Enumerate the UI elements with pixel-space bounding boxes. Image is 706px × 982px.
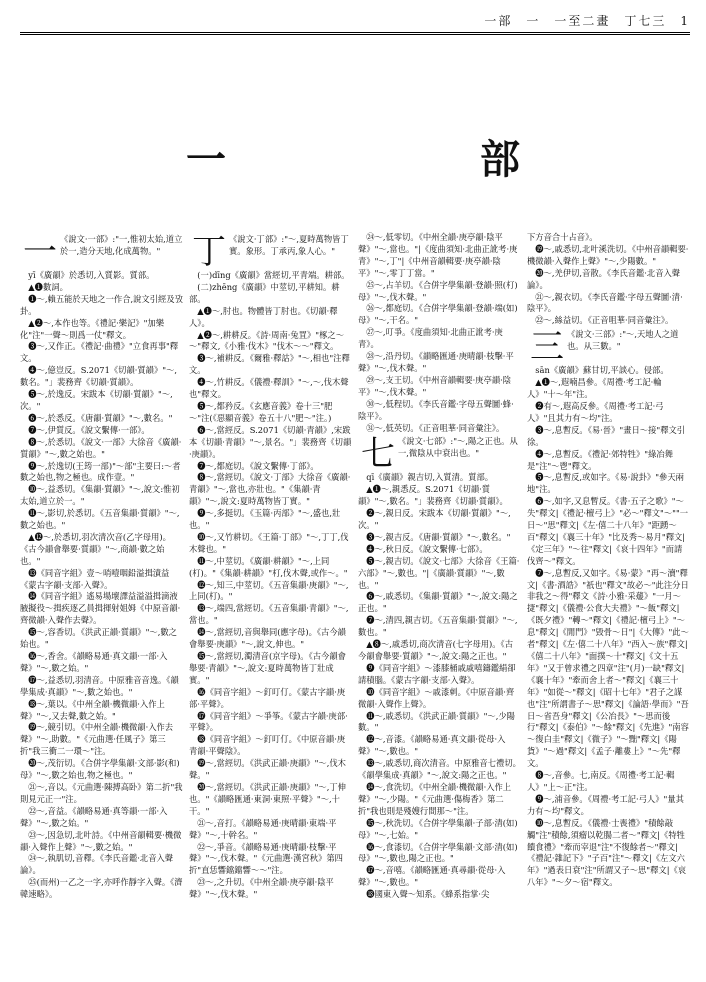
entry-paragraph: ㉓～,之升切。《中州全韻·庚亭韻·陰平聲》"～,伐木聲。"	[189, 877, 334, 900]
entry-paragraph: ⓭～,端四,當經切。《五音集韻·青韻》"～,當也。"	[189, 603, 349, 626]
entry-paragraph: ❹～,億豈反。S.2071《切韻·質韻》"～,數名。"」裴務齊《切韻·質韻》。	[20, 365, 178, 388]
headword-entry	[20, 234, 183, 270]
entry-paragraph: ▲❶～,遐喃昌參。《周禮·考工記·輪人》"十～年"注。	[527, 377, 662, 400]
entry-paragraph: ▲❶數詞。	[28, 281, 68, 292]
entry-paragraph: ㉛～,低英切。《正音咀華·同音彙注》。	[366, 422, 505, 433]
headword-definition: 《說文·丁部》:"～,夏時萬物皆丁實。象形。丁承丙,象人心。"	[229, 234, 349, 256]
entry-paragraph: ❾～,浦音參。《周禮·考工記·弓人》"量其力有～均"釋文。	[527, 793, 684, 816]
entry-paragraph: ㉕(而州)一乙之一字,亦呼作靜字入聲。《濟韓速略》。	[20, 877, 183, 900]
column-2	[189, 232, 352, 972]
entry-paragraph: (二)zhēng《廣韻》中莖切,平耕知。耕部。	[189, 281, 340, 304]
entry-paragraph: ❸～,又作正。《禮記·曲禮》"立食再事"釋文。	[20, 341, 179, 364]
entry-paragraph: ㉘～,沿丹切。《韻略匯通·庚晴韻·枝擊·平聲》"～,伐木聲。"	[358, 351, 514, 373]
headword-character: 三	[530, 327, 564, 368]
entry-paragraph: ❽～,音參。七,南反。《周禮·考工記·輯人》"上～正"注。	[527, 770, 675, 792]
entry-paragraph: ❽～,於悉切。《說文·一部》大徐音《廣韻·質韻》"～,數之始也。"	[20, 436, 182, 459]
entry-paragraph: ⓳～,戚悉切,北叶溪洗切。《中州音韻輯要·機微韻·入聲作上聲》"～,少陽數。"	[527, 243, 689, 266]
entry-paragraph: ❹～,竹耕反。《儀禮·釋訓》"～,～,伐木聲也"釋文。	[189, 377, 349, 400]
entry-paragraph: ㉔～,低零切。《中州全韻·庚亭韻·陰平聲》"～,當也。"|《度曲須知·北曲正訛考·庚青》"～,丁"|《中州音韻輯要·庚亭韻·陰平》"～,零丁丁當。"	[358, 232, 518, 278]
entry-paragraph: ⓯～,秋洗切。《合併字學集韻·子部·清(如)母》"～,七始。"	[358, 817, 518, 840]
entry-paragraph: ⓲～,葉以。《中州全韻·機微韻·入作上聲》"～,又去聲,數之始。"	[20, 698, 165, 721]
entry-paragraph: ⓬～,知三,中莖切。《五音集韻·庚韻》"～,上同(朾)。"	[189, 579, 349, 602]
entry-paragraph: ❽～,當經切。《說文·丁部》大徐音《廣韻·青韻》"～,當也,亦壯也。"《集韻·青韻》"～,說文:夏時萬物皆丁實。"	[189, 472, 351, 507]
headword-character: 丁	[192, 232, 226, 272]
entry-paragraph: ⓲《同音字組》～釘叮仃。《中原音韻·庚青韻·平聲陰》。	[189, 734, 346, 757]
running-header: 一部 一 一至二畫 丁七三 1	[484, 14, 690, 28]
entry-paragraph: ⓯～,當經切,濁清音(京字母)。《古今韻會舉要·青韻》"～,說文:夏時萬物皆丁壯成實。"	[189, 651, 346, 685]
entry-paragraph: ⓳～,當經切。《洪武正韻·庚韻》"～,伐木聲。"	[189, 758, 346, 781]
entry-paragraph: ❺～,於逸反。宋跋本《切韻·質韻》"～,次。"	[20, 389, 173, 411]
entry-paragraph: ❹～,秋日反。《說文繫傳·七部》。	[366, 543, 488, 554]
entry-paragraph: ⓱～,音嘻。《韻略匯通·真尋韻·從母·入聲》"～,數也。"	[358, 865, 506, 888]
entry-paragraph: ❼～,都庭切。《說文繫傳·丁部》。	[197, 460, 319, 471]
entry-paragraph: ❾～,多挺切。《玉篇·丙部》"～,盛也,壯也。"	[189, 508, 341, 531]
headword-entry	[527, 327, 690, 368]
entry-paragraph: ⓰～,香舍。《韻略易通·真文韻·一部·入聲》"～,數之始。"	[20, 651, 168, 673]
entry-paragraph: ❻～,於悉反。《唐韻·質韻》"～,數名。"	[28, 412, 173, 423]
entry-paragraph: ❾《同音字組》～漆膝桶戚戚嘻鑄鑑絹卻請積腦。《蒙古字韻·支部·入聲》。	[358, 662, 516, 685]
entry-paragraph: ㉑～,親衣切。《李氏音鑑·字母五聲圖·清·陰平》。	[527, 291, 683, 314]
entry-paragraph: ❺～,都矜反。《玄應音義》卷十三"肥～"注(《惡顯音義》卷五十八"肥～"注。)	[189, 400, 333, 423]
section-title: 一 部	[186, 136, 640, 183]
entry-paragraph: yī《廣韻》於悉切,入質影。質部。	[28, 270, 155, 280]
entry-paragraph: ❿《同音字組》～戚漆刺。《中原音韻·齊微韻·入聲作上聲》。	[358, 686, 515, 709]
entry-paragraph: ❸～,補耕反。《爾雅·釋詁》"～,相也"注釋文。	[189, 353, 350, 376]
headword-character: 七	[361, 434, 395, 475]
entry-paragraph: ⓭《同音字組》壹～哨噎咽鉛溢揖漬益《蒙古字韻·支部·入聲》。	[20, 567, 170, 590]
entry-paragraph: ㉔～,執肌切,音釋。《李氏音鑑·北音入聲論》。	[20, 853, 174, 876]
entry-paragraph: ❿～,益悉切。《集韻·質韻》"～,說文:惟初太始,道立於一。"	[20, 484, 180, 507]
entry-paragraph: ❼～,伊質反。《說文繫傳·一部》。	[28, 424, 150, 435]
entry-paragraph: ❺～,息暫反,或如字。《易·說卦》"參天兩地"注。	[527, 472, 684, 495]
entry-paragraph: ⓯～,容香切。《洪武正韻·質韻》"～,數之始也。"	[20, 627, 177, 650]
entry-paragraph: ▲❷～,耕耕反。《詩·周南·兔罝》"椓之～～"釋文,《小雅·伐木》"伐木～～"釋文。	[189, 329, 345, 352]
entry-paragraph: ❼～,息暫反,又如字。《易·蒙》"再～瀆"釋文|《書·酒誥》"祇也"釋文"故必～"此注分日非我之～得"釋文《詩·小雅·采蕿》"一月～捷"釋文|《儀禮·公食大夫禮》"～飯"釋文|《既夕禮》"轉～"釋文|《禮記·檀弓上》"～息"釋文|《閒門》"毀骨～日"|《大傳》"此～者"釋文|《左·僖二十八年》"西入～族"釋文|《僖二十八年》"面撲～十"釋文|《文十五年》"又于曾求禮之四章"注"(月)一缺"釋文|《襄十年》"牽而舍上者～"釋文|《襄三十年》"如從～"釋文|《昭十七年》"君子之謀也"注"所謂書子～思"釋文|《論語·學而》"吾日～省吾身"釋文|《公冶長》"～思而後行"釋文|《泰伯》"～餘"釋文|《先進》"南容～復白圭"釋文|《微子》"～黜"釋文|《陽貨》"～過"釋文|《孟子·離婁上》"～先"釋文。	[527, 567, 689, 769]
entry-paragraph: ❸～,息暫反。《易·晉》"畫日～接"釋文引徐。	[527, 424, 686, 447]
entry-paragraph: ❺～,親吉切。《說文·七部》大徐音《王篇·六部》"～,數也。"|《廣韻·質韻》"～,數也。"	[358, 555, 520, 590]
entry-paragraph: ❶～,賴五能於天地之一作合,說文引經及攷卦。	[20, 293, 183, 316]
entry-paragraph: ⓴～,茂衍切。《合併字學集韻·文部·影(和)母》"～,數之始也,物之極也。"	[20, 758, 180, 781]
entry-paragraph: ⓰～,食漆切。《合併字學集韻·文部·清(如)母》"～,數也,陽之正也。"	[358, 841, 518, 864]
entry-paragraph: ❿～,又竹耕切。《王篇·丁部》"～,丁丁,伐木聲也。"	[189, 531, 349, 554]
entry-paragraph: ❻～,如字,又息暫反。《書·五子之歌》"～失"釋文|《禮記·檀弓上》"必～"釋文"～""一日～"思"釋文|《左·僖二十八年》"距踴～百"釋文|《襄三十年》"比及秀～易月"釋文|《定三年》"～往"釋文|《哀十四年》"而請伐齊～"釋文。	[527, 496, 689, 566]
entry-paragraph: ❷有～,遐高反參。《周禮·考工記·弓人》"且其力有～均"注。	[527, 400, 664, 423]
entry-paragraph: ㉗～,叮爭。《度曲須知·北曲正訛考·庚青》。	[358, 327, 503, 350]
entry-paragraph: ❹～,息暫反。《禮記·郊特牲》"綠冶舞是"注"～鬯"釋文。	[527, 448, 673, 471]
header-rule-thin	[20, 34, 690, 35]
entry-paragraph: ⓮～,當經切,音與舉同(應字母)。《古今韻會舉要·庚韻》"～,說文,伸也。"	[189, 627, 346, 650]
headword-definition: 《說文·七部》:"～,陽之正也。从一,微陰从中衰出也。"	[398, 436, 518, 459]
entry-paragraph: ❾～,於逸切(王筠一部)"～部"主要曰:～者數之始也,物之極也。成作壹。"	[20, 460, 181, 483]
entry-paragraph: ㉑～,音打。《韻略易通·庚晴韻·東端·平聲》"～,十幹名。"	[189, 817, 337, 840]
entry-paragraph: ㉖～,都庭切。《合併字學集韻·登韻·端(如)母》"～,干名。"	[358, 303, 518, 326]
entry-paragraph: ❷～,親日反。宋跋本《切韻·質韻》"～,次。"	[358, 508, 511, 531]
entry-paragraph: ⓱《同音字組》～爭筝。《蒙古字韻·庚部·平聲》。	[189, 710, 348, 733]
entry-paragraph: 下方音合十占音》。	[527, 232, 598, 242]
entry-paragraph: ⓫～,戚悉切。《洪武正韻·質韻》"～,少陽數。"	[358, 710, 515, 733]
column-4	[527, 232, 690, 972]
entry-paragraph: ▲❶～,肘也。物體皆丁肘也。《切韻·釋人》。	[189, 305, 338, 328]
entry-paragraph: ▲❶～,親悉反。S.2071《切韻·質韻》"～,數名。"」裴務齊《切韻·質韻》。	[358, 484, 508, 507]
entry-paragraph: ❻～,當經反。S.2071《切韻·青韻》,宋跋本《切韻·青韻》"～,景名。"」裴務齊《切韻·庚韻》。	[189, 424, 352, 459]
headword-entry	[189, 234, 352, 270]
column-3	[358, 232, 521, 972]
entry-paragraph: ⓮《同音字組》遙易場壞譯益溢溢揖滴液腋擬役～揖疾逐乙員揖揮射姐姆《中原音韻·齊微韻·入聲作去聲》。	[20, 591, 181, 626]
column-1	[20, 232, 183, 972]
entry-paragraph: ⓲國東入聲～知系。《蜂系指掌·尖	[366, 889, 490, 900]
entry-paragraph: ❸～,親吉反。《唐韻·質韻》"～,數名。"	[366, 531, 511, 542]
entry-paragraph: (一)dīng《廣韻》當經切,平青端。耕部。	[197, 270, 350, 280]
entry-paragraph: ㉚～,低程切。《李氏音鑑·字母五聲圖·蜂·陰平》。	[358, 398, 514, 421]
dictionary-columns	[20, 232, 690, 972]
entry-paragraph: ⓫～,中莖切。《廣韻·耕韻》"～,上同(朾)。"《集韻·耕韻》"朾,伐木聲,或作～。"	[189, 555, 348, 578]
entry-paragraph: ㉒～,絲益切。《正音咀華·同音彙注》。	[535, 315, 674, 326]
entry-paragraph: ▲❷～,本作也等。《禮記·樂記》"加樂化"注"一聲～則爲一仗"釋文。	[20, 317, 165, 340]
entry-paragraph: ㉑～,音以。《元曲選·陳搏高卧》第二折"我則見元正一"注。	[20, 781, 183, 804]
header-rule	[20, 32, 690, 33]
entry-paragraph: ⓮～,食洗切。《中州全韻·機微韻·入作上聲》"～,少陽。"《元曲選·傷梅香》第二折"我也則是殘嫂行間那～"注。	[358, 781, 512, 816]
entry-paragraph: ❼～,清四,親吉切。《五音集韻·質韻》"～,數也。"	[358, 615, 518, 638]
headword-entry	[358, 434, 521, 475]
entry-paragraph: ⓰《同音字組》～釘叮仃。《蒙古字韻·庚部·平聲》。	[189, 686, 346, 709]
entry-paragraph: sān《廣韻》蘇甘切,平談心。侵部。	[535, 365, 669, 376]
headword-definition: 《說文·三部》:"～,天地人之道也。从三數。"	[567, 329, 679, 352]
entry-paragraph: ㉕～,占羊切。《合併字學集韻·登韻·照(朾)母》"～,伐木聲。"	[358, 279, 518, 302]
entry-paragraph: ㉓～,因急切,北叶詩。《中州音韻輯要·機微韻·入聲作上聲》"～,數之始。"	[20, 829, 182, 852]
entry-paragraph: ㉒～,音益。《韻略易通·真等韻·一部·入聲》"～,數之始。"	[20, 805, 168, 828]
entry-paragraph: ⓴～,當經切。《洪武正韻·庚韻》"～,丁伸也。"《韻略匯通·東洞·東照·平聲》"～,十干。"	[189, 781, 346, 816]
headword-character: 一	[23, 232, 57, 272]
entry-paragraph: ▲❽～,戚悉切,商次清音(七字母用)。《古今韻會舉要·質韻》"～,說文:陽之正也。"	[358, 639, 514, 661]
headword-definition: 《說文·一部》:"一,惟初太始,道立於一,造分天地,化成萬物。"	[60, 234, 183, 256]
entry-paragraph: ⓴～,羌伊切,音散。《李氏音鑑·北音入聲論》。	[527, 267, 681, 290]
entry-paragraph: ⓳～,競引切。《中州全韻·機微韻·入作去聲》"～,助數。"《元曲選·任風子》第三折"我三衝二一環～"注。	[20, 722, 174, 757]
entry-paragraph: ⓭～,戚悉切,商次清音。中原雅音七禮切。《韻學集成·真韻》"～,說文:陽之正也。"	[358, 758, 521, 781]
entry-paragraph: ❻～,戚悉切。《集韻·質韻》"～,說文:陽之正也。"	[358, 591, 518, 614]
entry-paragraph: ▲⓬～,於悉切,羽次清次音(乙字母用)。《古今韻會舉要·質韻》"～,商韻·數之始也。"	[20, 531, 171, 566]
entry-paragraph: ㉒～,爭音。《韻略易通·庚晴韻·枝擊·平聲》"～,伐木聲。"《元曲選·漢宮秋》第四折"直恁響鐺鐺響～～"注。	[189, 841, 343, 876]
entry-paragraph: ⓱～,益悉切,羽清音。中原雅音音逸。《韻學集成·真韻》"～,數之始也。"	[20, 674, 179, 697]
entry-paragraph: ⓫～,影切,於悉切。《五音集韻·質韻》"～,數之始也。"	[20, 508, 180, 531]
entry-paragraph: ❿～,息暫反。《儀禮·士喪禮》"積餘敲觸"注"積餘,須瘤以乾腸二者～"釋文|《特牲饋食禮》"牽而宰退"注"不復餘者～"釋文|《禮記·雜記下》"子百"注"～釋文|《左文六年》"過表日衰"注"所謂又子～思"釋文|《哀八年》"～夕～宿"釋文。	[527, 817, 687, 888]
entry-paragraph: ⓬～,音漆。《韻略易通·真文韻·從母·入聲》"～,數也。"	[358, 734, 506, 757]
entry-paragraph: ㉙～,支王切。《中州音韻輯要·庚亭韻·陰平》"～,伐木聲。"	[358, 374, 512, 397]
entry-paragraph: qī《廣韻》親吉切,入質清。質部。	[366, 472, 494, 483]
